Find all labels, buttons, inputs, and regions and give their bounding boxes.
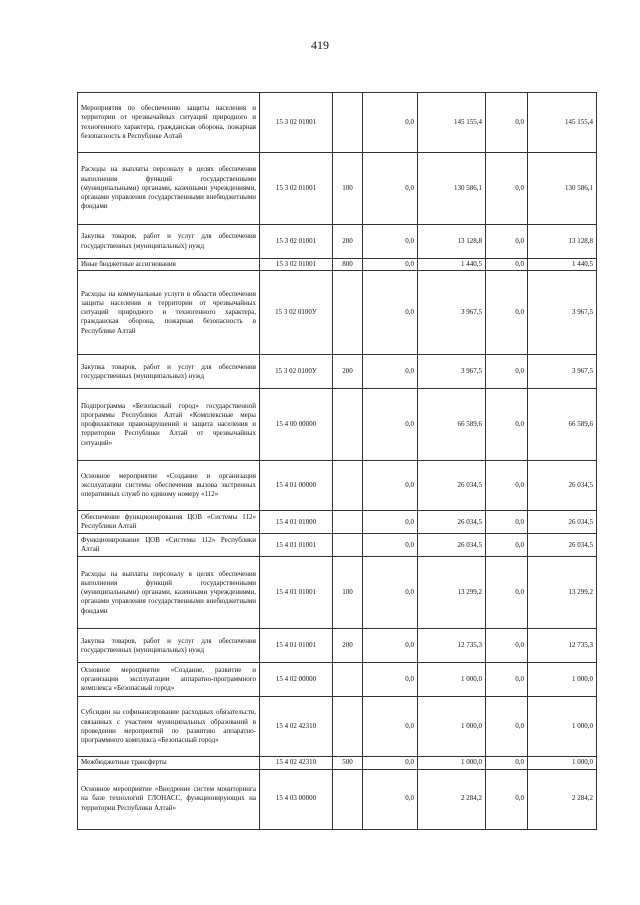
row-value-4-cell: 3 967,5 <box>528 355 597 389</box>
table-row <box>78 534 597 557</box>
row-value-1-cell: 0,0 <box>363 225 418 259</box>
row-value-4-cell: 2 284,2 <box>528 769 597 829</box>
row-expense-type-cell: 100 <box>333 557 363 629</box>
row-name-cell: Расходы на выплаты персоналу в целях обеспечения выполнения функций государственными (муниципальными) органами, казенными учреждениями, органами управления государственными внебюджетными фондами <box>78 153 260 225</box>
row-value-3-cell: 0,0 <box>486 271 528 355</box>
row-code-cell: 15 4 02 42310 <box>260 697 333 757</box>
table-row <box>78 271 597 355</box>
row-value-3-cell: 0,0 <box>486 153 528 225</box>
row-value-4-cell: 66 589,6 <box>528 389 597 461</box>
row-code-cell: 15 4 01 01000 <box>260 511 333 534</box>
row-code-cell: 15 4 03 00000 <box>260 769 333 829</box>
table-row <box>78 93 597 153</box>
row-value-4-cell: 130 586,1 <box>528 153 597 225</box>
row-value-1-cell: 0,0 <box>363 697 418 757</box>
row-value-2-cell: 12 735,3 <box>418 629 486 663</box>
row-expense-type-cell <box>333 534 363 557</box>
row-name-cell: Расходы на выплаты персоналу в целях обеспечения выполнения функций государственными (муниципальными) органами, казенными учреждениями, органами управления государственными внебюджетными фондами <box>78 557 260 629</box>
table-row <box>78 629 597 663</box>
row-value-2-cell: 1 440,5 <box>418 259 486 271</box>
row-value-1-cell: 0,0 <box>363 769 418 829</box>
row-code-cell: 15 3 02 0100У <box>260 355 333 389</box>
row-code-cell: 15 4 01 00000 <box>260 461 333 511</box>
row-name-cell: Обеспечение функционирования ЦОВ «Системы 112» Республики Алтай <box>78 511 260 534</box>
row-value-1-cell: 0,0 <box>363 534 418 557</box>
row-value-2-cell: 26 034,5 <box>418 461 486 511</box>
row-value-4-cell: 145 155,4 <box>528 93 597 153</box>
table-row <box>78 355 597 389</box>
row-value-1-cell: 0,0 <box>363 271 418 355</box>
row-value-3-cell: 0,0 <box>486 389 528 461</box>
row-value-2-cell: 1 000,0 <box>418 663 486 697</box>
row-value-2-cell: 13 128,8 <box>418 225 486 259</box>
row-value-2-cell: 2 284,2 <box>418 769 486 829</box>
row-name-cell: Иные бюджетные ассигнования <box>78 259 260 271</box>
row-expense-type-cell <box>333 461 363 511</box>
row-value-3-cell: 0,0 <box>486 663 528 697</box>
row-expense-type-cell <box>333 769 363 829</box>
table-row <box>78 461 597 511</box>
row-value-2-cell: 66 589,6 <box>418 389 486 461</box>
row-name-cell: Основное мероприятие «Внедрение систем мониторинга на базе технологий ГЛОНАСС, функционирующих на территории Республики Алтай» <box>78 769 260 829</box>
row-value-3-cell: 0,0 <box>486 697 528 757</box>
row-code-cell: 15 3 02 01001 <box>260 93 333 153</box>
row-value-1-cell: 0,0 <box>363 511 418 534</box>
table-row <box>78 557 597 629</box>
row-value-1-cell: 0,0 <box>363 461 418 511</box>
row-value-3-cell: 0,0 <box>486 757 528 769</box>
row-expense-type-cell <box>333 697 363 757</box>
row-value-2-cell: 130 586,1 <box>418 153 486 225</box>
row-name-cell: Расходы на коммунальные услуги в области обеспечения защиты населения и территории от чрезвычайных ситуаций природного и техногенного характера, гражданская оборона, пожарная безопасность в Республике Алтай <box>78 271 260 355</box>
row-value-4-cell: 13 299,2 <box>528 557 597 629</box>
row-value-1-cell: 0,0 <box>363 389 418 461</box>
row-code-cell: 15 3 02 0100У <box>260 271 333 355</box>
row-value-2-cell: 3 967,5 <box>418 355 486 389</box>
row-value-3-cell: 0,0 <box>486 355 528 389</box>
row-name-cell: Закупка товаров, работ и услуг для обеспечения государственных (муниципальных) нужд <box>78 629 260 663</box>
row-name-cell: Функционирование ЦОВ «Системы 112» Республики Алтай <box>78 534 260 557</box>
row-code-cell: 15 3 02 01001 <box>260 225 333 259</box>
row-value-1-cell: 0,0 <box>363 629 418 663</box>
row-name-cell: Закупка товаров, работ и услуг для обеспечения государственных (муниципальных) нужд <box>78 355 260 389</box>
page-number: 419 <box>311 38 329 52</box>
row-value-4-cell: 13 128,8 <box>528 225 597 259</box>
row-value-4-cell: 1 000,0 <box>528 697 597 757</box>
table-row <box>78 511 597 534</box>
row-name-cell: Субсидии на софинансирование расходных обязательств, связанных с участием муниципальных образований в проведении мероприятий по развитию аппаратно-программного комплекса «Безопасный город» <box>78 697 260 757</box>
row-expense-type-cell: 100 <box>333 153 363 225</box>
row-code-cell: 15 4 01 01001 <box>260 629 333 663</box>
row-expense-type-cell <box>333 271 363 355</box>
table-row <box>78 225 597 259</box>
row-value-2-cell: 145 155,4 <box>418 93 486 153</box>
row-expense-type-cell <box>333 511 363 534</box>
row-value-3-cell: 0,0 <box>486 534 528 557</box>
budget-table <box>77 92 597 830</box>
row-name-cell: Основное мероприятие «Создание, развитие и организация эксплуатации аппаратно-программного комплекса «Безопасный город» <box>78 663 260 697</box>
row-value-3-cell: 0,0 <box>486 461 528 511</box>
row-value-2-cell: 26 034,5 <box>418 511 486 534</box>
row-code-cell: 15 4 02 00000 <box>260 663 333 697</box>
row-value-1-cell: 0,0 <box>363 557 418 629</box>
row-value-4-cell: 26 034,5 <box>528 461 597 511</box>
table-row <box>78 259 597 271</box>
table-row <box>78 697 597 757</box>
row-expense-type-cell <box>333 663 363 697</box>
row-code-cell: 15 3 02 01001 <box>260 153 333 225</box>
row-value-4-cell: 1 440,5 <box>528 259 597 271</box>
row-value-2-cell: 3 967,5 <box>418 271 486 355</box>
table-row <box>78 769 597 829</box>
row-value-2-cell: 1 000,0 <box>418 697 486 757</box>
row-value-3-cell: 0,0 <box>486 511 528 534</box>
row-expense-type-cell <box>333 93 363 153</box>
row-code-cell: 15 3 02 01001 <box>260 259 333 271</box>
row-name-cell: Подпрограмма «Безопасный город» государственной программы Республики Алтай «Комплексные меры профилактики правонарушений и защита населения и территории Республики Алтай от чрезвычайных ситуаций» <box>78 389 260 461</box>
row-name-cell: Мероприятия по обеспечению защиты населения и территории от чрезвычайных ситуаций природного и техногенного характера, гражданская оборона, пожарная безопасность в Республике Алтай <box>78 93 260 153</box>
row-expense-type-cell: 800 <box>333 259 363 271</box>
row-name-cell: Закупка товаров, работ и услуг для обеспечения государственных (муниципальных) нужд <box>78 225 260 259</box>
row-code-cell: 15 4 01 01001 <box>260 534 333 557</box>
row-code-cell: 15 4 00 00000 <box>260 389 333 461</box>
table-row <box>78 389 597 461</box>
row-expense-type-cell: 200 <box>333 225 363 259</box>
row-expense-type-cell: 200 <box>333 629 363 663</box>
table-row <box>78 757 597 769</box>
row-value-3-cell: 0,0 <box>486 629 528 663</box>
row-value-3-cell: 0,0 <box>486 557 528 629</box>
table-row <box>78 663 597 697</box>
row-value-4-cell: 3 967,5 <box>528 271 597 355</box>
row-value-1-cell: 0,0 <box>363 757 418 769</box>
row-value-1-cell: 0,0 <box>363 153 418 225</box>
row-value-2-cell: 1 000,0 <box>418 757 486 769</box>
table-row <box>78 153 597 225</box>
row-name-cell: Основное мероприятие «Создание и организация эксплуатации системы обеспечения вызова экстренных оперативных служб по единому номеру «112» <box>78 461 260 511</box>
row-expense-type-cell: 200 <box>333 355 363 389</box>
row-value-3-cell: 0,0 <box>486 259 528 271</box>
row-value-1-cell: 0,0 <box>363 93 418 153</box>
row-value-4-cell: 12 735,3 <box>528 629 597 663</box>
row-value-2-cell: 13 299,2 <box>418 557 486 629</box>
row-value-3-cell: 0,0 <box>486 769 528 829</box>
row-name-cell: Межбюджетные трансферты <box>78 757 260 769</box>
row-value-4-cell: 26 034,5 <box>528 511 597 534</box>
row-expense-type-cell: 500 <box>333 757 363 769</box>
row-value-3-cell: 0,0 <box>486 93 528 153</box>
row-value-4-cell: 1 000,0 <box>528 663 597 697</box>
row-value-3-cell: 0,0 <box>486 225 528 259</box>
row-value-4-cell: 1 000,0 <box>528 757 597 769</box>
row-value-1-cell: 0,0 <box>363 663 418 697</box>
row-code-cell: 15 4 01 01001 <box>260 557 333 629</box>
row-value-1-cell: 0,0 <box>363 355 418 389</box>
row-value-4-cell: 26 034,5 <box>528 534 597 557</box>
row-expense-type-cell <box>333 389 363 461</box>
row-value-2-cell: 26 034,5 <box>418 534 486 557</box>
row-value-1-cell: 0,0 <box>363 259 418 271</box>
row-code-cell: 15 4 02 42310 <box>260 757 333 769</box>
